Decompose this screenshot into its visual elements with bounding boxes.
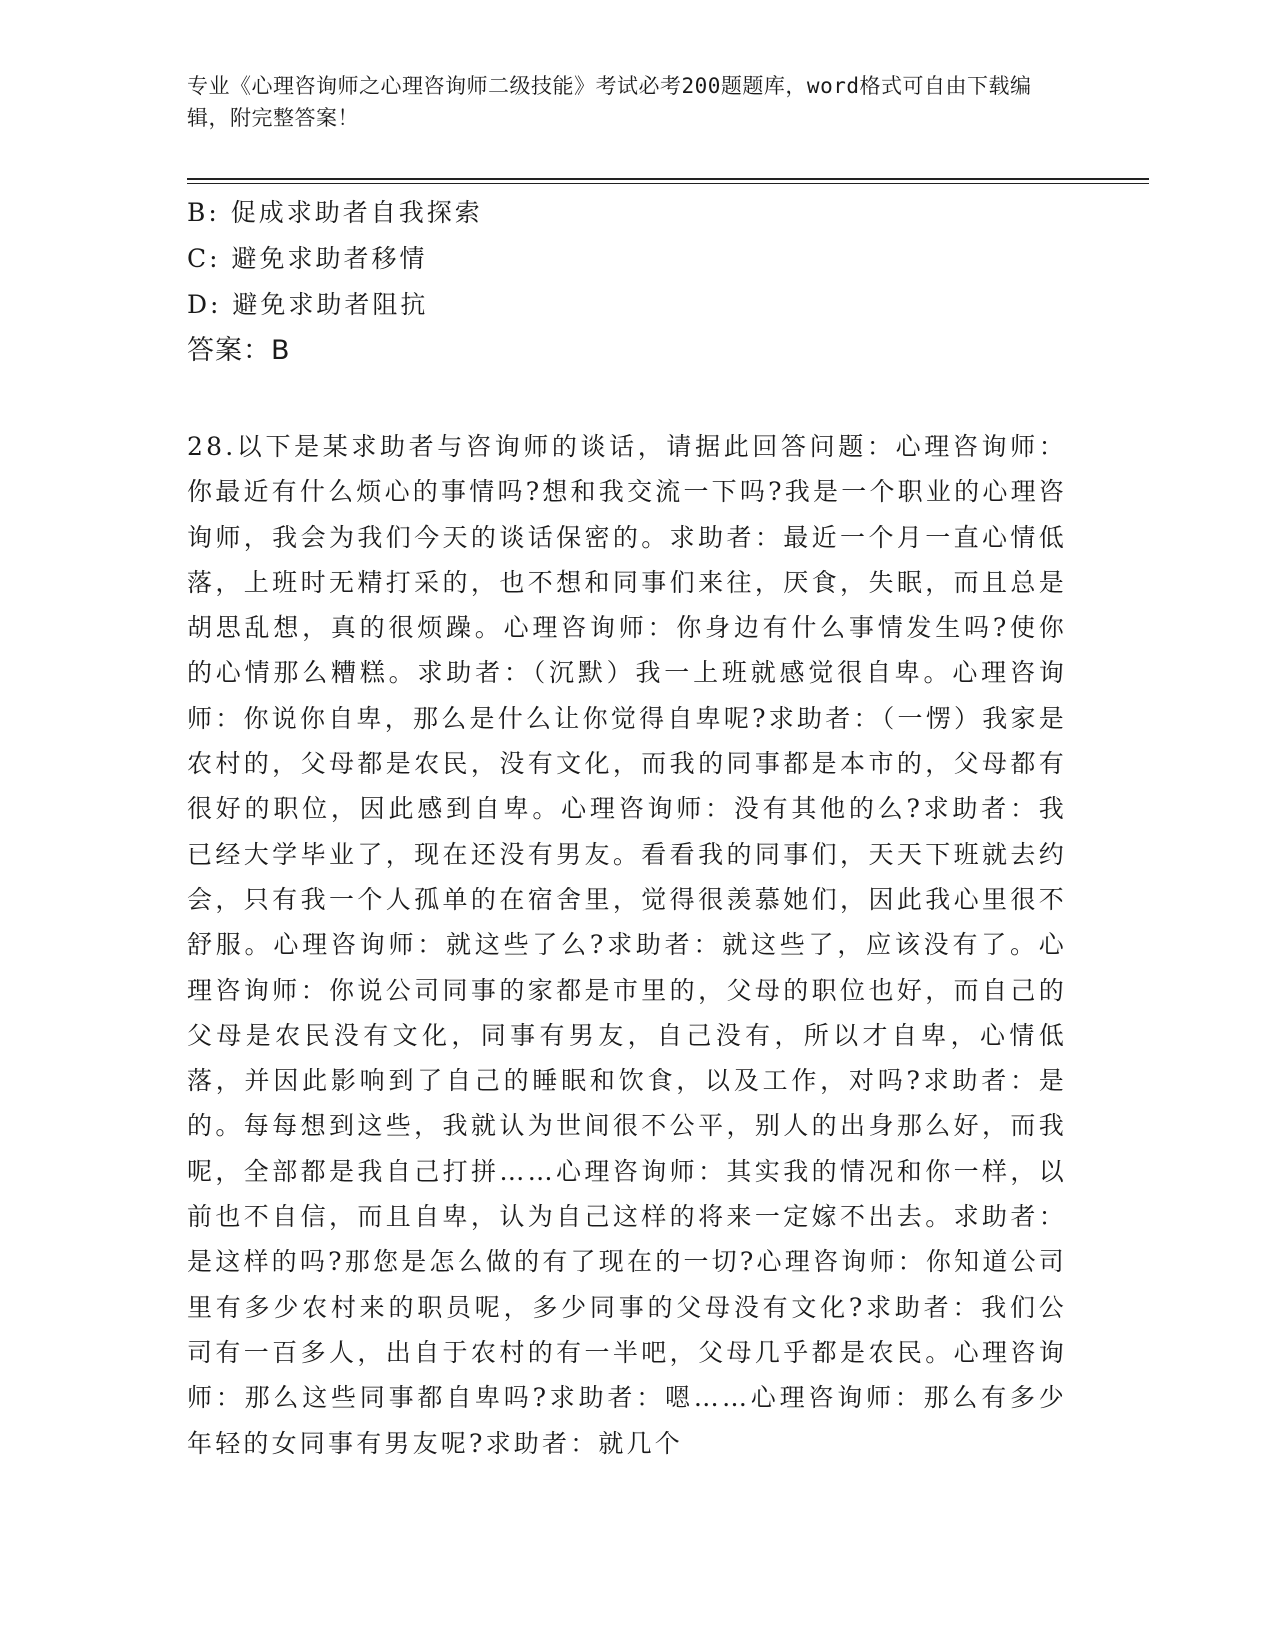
header-rule-thin bbox=[187, 183, 1149, 184]
header-rule-thick bbox=[187, 178, 1149, 180]
question-28: 28.以下是某求助者与咨询师的谈话，请据此回答问题：心理咨询师：你最近有什么烦心的事情吗?想和我交流一下吗?我是一个职业的心理咨询师，我会为我们今天的谈话保密的。求助者：最近一个月一直心情低落，上班时无精打采的，也不想和同事们来往，厌食，失眠，而且总是胡思乱想，真的很烦躁。心理咨询师：你身边有什么事情发生吗?使你的心情那么糟糕。求助者：（沉默）我一上班就感觉很自卑。心理咨询师：你说你自卑，那么是什么让你觉得自卑呢?求助者：（一愣）我家是农村的，父母都是农民，没有文化，而我的同事都是本市的，父母都有很好的职位，因此感到自卑。心理咨询师：没有其他的么?求助者：我已经大学毕业了，现在还没有男友。看看我的同事们，天天下班就去约会，只有我一个人孤单的在宿舍里，觉得很羡慕她们，因此我心里很不舒服。心理咨询师：就这些了么?求助者：就这些了，应该没有了。心理咨询师：你说公司同事的家都是市里的，父母的职位也好，而自己的父母是农民没有文化，同事有男友，自己没有，所以才自卑，心情低落，并因此影响到了自己的睡眠和饮食，以及工作，对吗?求助者：是的。每每想到这些，我就认为世间很不公平，别人的出身那么好，而我呢，全部都是我自己打拼……心理咨询师：其实我的情况和你一样，以前也不自信，而且自卑，认为自己这样的将来一定嫁不出去。求助者：是这样的吗?那您是怎么做的有了现在的一切?心理咨询师：你知道公司里有多少农村来的职员呢，多少同事的父母没有文化?求助者：我们公司有一百多人，出自于农村的有一半吧，父母几乎都是农民。心理咨询师：那么这些同事都自卑吗?求助者：嗯……心理咨询师：那么有多少年轻的女同事有男友呢?求助者：就几个 bbox=[187, 432, 1067, 1458]
answer-line: 答案：B bbox=[187, 335, 291, 366]
option-d: D: 避免求助者阻抗 bbox=[187, 290, 429, 319]
option-b: B: 促成求助者自我探索 bbox=[187, 198, 483, 227]
document-body bbox=[187, 190, 1067, 1466]
document-header: 专业《心理咨询师之心理咨询师二级技能》考试必考200题题库，word格式可自由下载编辑，附完整答案！ bbox=[187, 74, 1032, 130]
option-c: C: 避免求助者移情 bbox=[187, 244, 428, 273]
